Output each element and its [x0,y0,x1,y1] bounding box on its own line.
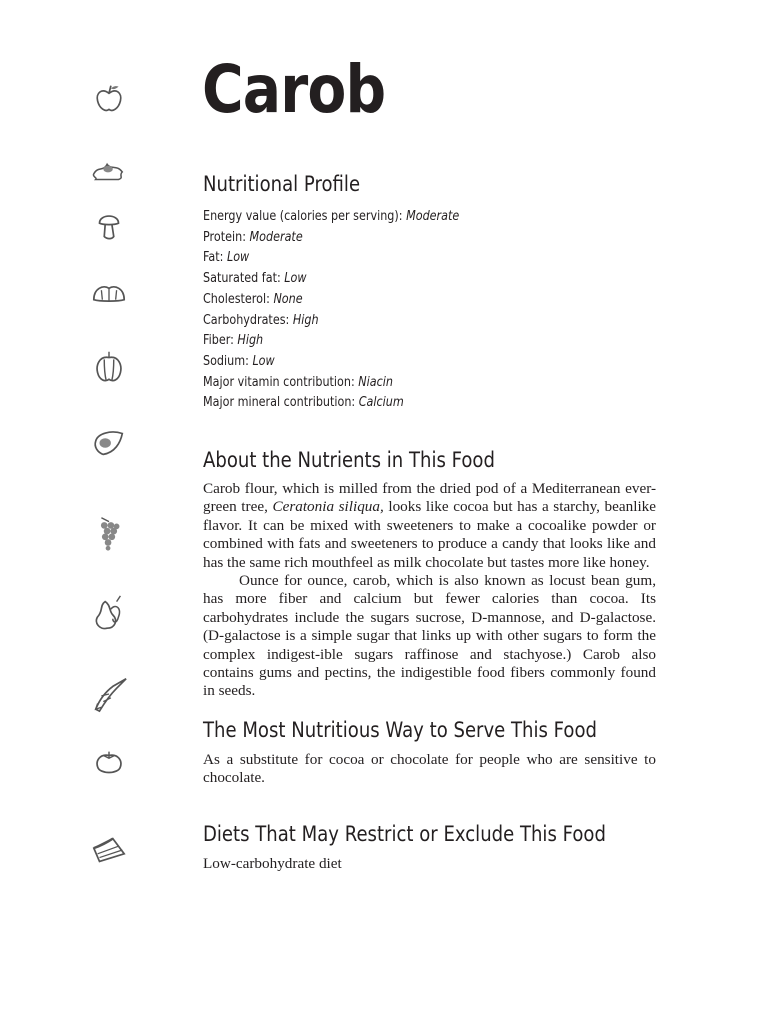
pear-icon [90,594,128,632]
profile-value: Niacin [358,374,393,390]
about-nutrients-body [203,480,656,701]
apple-icon [90,80,128,118]
about-paragraph-1: Carob flour, which is milled from the dried pod of a Mediterranean ever-green tree, Ceratonia siliqua, looks like cocoa but has a starchy, beanlike flavor. It can be mixed with sweeteners to make a cocoalike powder or combined with fats and sweeteners to produce a candy that looks like and has the same rich mouthfeel as milk chocolate but tastes more like honey. [203,480,656,571]
profile-row [203,373,633,394]
scientific-name: Ceratonia siliqua, [272,498,384,516]
profile-label: Major vitamin contribution: [203,374,355,390]
profile-row [203,352,633,373]
profile-value: None [273,291,303,307]
profile-label: Cholesterol: [203,291,270,307]
profile-row [203,248,633,269]
tomato-icon [90,744,128,782]
about-paragraph-2: Ounce for ounce, carob, which is also known as locust bean gum, has more fiber and calcium but fewer calories than cocoa. Its carbohydrates include the sugars sucrose, D-mannose, and D-galactose. (D-galactose is a simple sugar that links up with other sugars to form the complex indigest-ible sugars raffinose and stachyose.) Carob also contains gums and pectins, the indigestible food fibers commonly found in seeds. [203,572,656,700]
profile-value: Calcium [358,395,404,411]
profile-row [203,311,633,332]
profile-label: Sodium: [203,353,249,369]
profile-value: High [292,312,319,328]
egg-icon [90,151,128,189]
pepper-icon [90,348,128,386]
page-title: Carob [202,51,386,128]
profile-row [203,207,633,228]
profile-value: Moderate [249,229,303,245]
profile-row [203,269,633,290]
diets-body: Low-carbohydrate diet [203,855,342,872]
serve-heading: The Most Nutritious Way to Serve This Food [203,718,597,742]
profile-label: Carbohydrates: [203,312,290,328]
profile-value: Low [252,353,275,369]
profile-row [203,228,633,249]
profile-label: Fiber: [203,333,234,349]
bread-icon [90,275,128,313]
pie-icon [90,831,128,869]
meat-icon [90,424,128,462]
mushroom-icon [90,208,128,246]
profile-row [203,290,633,311]
profile-value: Low [284,271,307,287]
profile-value: Moderate [406,209,460,224]
profile-row [203,331,633,352]
profile-label: Protein: [203,229,246,245]
diets-heading: Diets That May Restrict or Exclude This Food [203,822,606,846]
grapes-icon [90,514,128,552]
about-nutrients-heading: About the Nutrients in This Food [203,448,495,472]
nutritional-profile-list [203,207,633,414]
profile-label: Energy value (calories per serving): [203,209,403,224]
profile-label: Major mineral contribution: [203,395,356,411]
profile-value: Low [226,250,250,266]
profile-label: Fat: [203,250,224,266]
nutritional-profile-heading: Nutritional Profile [203,172,361,196]
profile-value: High [237,333,264,349]
serve-body: As a substitute for cocoa or chocolate for people who are sensitive to chocolate. [203,751,656,787]
profile-label: Saturated fat: [203,271,281,287]
fish-icon [90,675,128,713]
profile-row [203,393,633,414]
